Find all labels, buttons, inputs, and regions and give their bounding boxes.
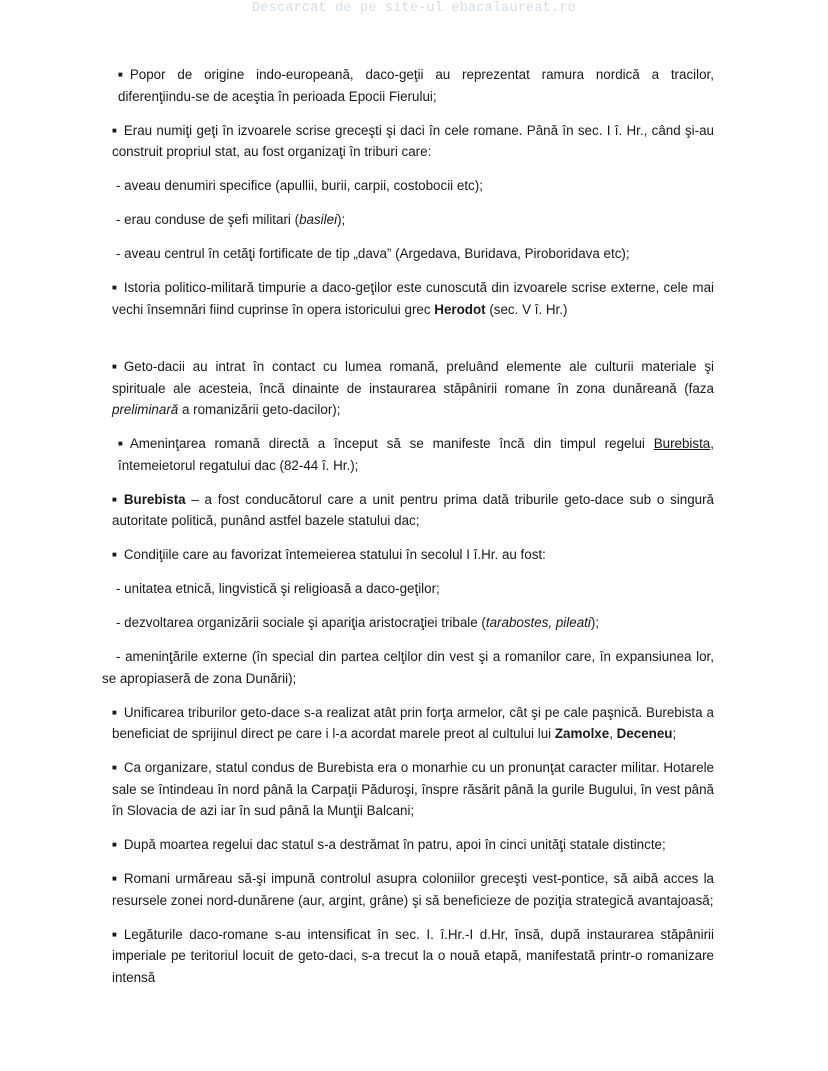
bullet-icon: ■ (112, 763, 117, 772)
list-item: - dezvoltarea organizării sociale şi apariţia aristocraţiei tribale (tarabostes, pileati); (116, 615, 600, 630)
bullet-icon: ■ (112, 362, 117, 371)
bullet-icon: ■ (112, 707, 117, 717)
document-body (102, 64, 714, 1001)
bullet-icon: ■ (118, 439, 123, 448)
list-item: - ameninţările externe (în special din partea celţilor din vest şi a romanilor care, în expansiunea lor, se apropiaseră de zona Dunării); (102, 649, 714, 686)
paragraph-1: ■ Popor de origine indo-europeană, daco-geţii au reprezentat ramura nordică a tracilor, diferenţiindu-se de aceştia în perioada Epocii Fierului; (102, 64, 714, 107)
paragraph-5: ■ Ameninţarea romană directă a început să se manifeste încă din timpul regelui Burebista, întemeietorul regatului dac (82-44 î. Hr.); (102, 433, 714, 476)
bullet-icon: ■ (112, 125, 117, 135)
paragraph-12: ■ Legăturile daco-romane s-au intensificat în sec. I. î.Hr.-I d.Hr, însă, după instaurarea stăpânirii imperiale pe teritoriul locuit de geto-daci, s-a trecut la o nouă etapă, manifestată printr-o romanizare intensă (102, 924, 714, 989)
paragraph-9: ■ Ca organizare, statul condus de Burebista era o monarhie cu un pronunţat caracter militar. Hotarele sale se întindeau în nord până la Carpaţii Păduroşi, înspre răsărit până la gurile Bugului, în vest până în Slovacia de azi iar în sud până la Munţii Balcani; (102, 757, 714, 822)
paragraph-3: ■ Istoria politico-militară timpurie a daco-geţilor este cunoscută din izvoarele scrise externe, cele mai vechi însemnări fiind cuprinse în opera istoricului grec Herodot (sec. V î. Hr.) (102, 277, 714, 320)
bullet-icon: ■ (112, 929, 117, 939)
paragraph-10: ■ După moartea regelui dac statul s-a destrămat în patru, apoi în cinci unităţi statale distincte; (102, 834, 714, 856)
paragraph-6: ■ Burebista – a fost conducătorul care a unit pentru prima dată triburile geto-dace sub o singură autoritate politică, punând astfel bazele statului dac; (102, 489, 714, 532)
list-item: - aveau centrul în cetăţi fortificate de tip „dava” (Argedava, Buridava, Piroboridava etc); (116, 246, 630, 261)
bullet-icon: ■ (112, 550, 117, 559)
paragraph-8: ■ Unificarea triburilor geto-dace s-a realizat atât prin forţa armelor, cât şi pe cale paşnică. Burebista a beneficiat de sprijinul direct pe care i l-a acordat marele preot al cultului lui Zamolxe, Deceneu; (102, 702, 714, 745)
paragraph-7: ■ Condiţiile care au favorizat întemeierea statului în secolul I î.Hr. au fost: (102, 544, 714, 566)
paragraph-4: ■ Geto-dacii au intrat în contact cu lumea romană, preluând elemente ale culturii materiale şi spirituale ale acesteia, încă dinainte de instaurarea stăpânirii romane în zona dunăreană (faza preliminară a romanizării geto-dacilor); (102, 356, 714, 421)
list-item: - erau conduse de şefi militari (basilei); (116, 212, 346, 227)
paragraph-2: ■ Erau numiţi geţi în izvoarele scrise greceşti şi daci în cele romane. Până în sec. I î. Hr., când şi-au construit propriul stat, au fost organizaţi în triburi care: (102, 120, 714, 163)
bullet-icon: ■ (118, 70, 123, 79)
bullet-icon: ■ (112, 874, 117, 883)
bullet-icon: ■ (112, 494, 117, 504)
list-item: - aveau denumiri specifice (apullii, burii, carpii, costobocii etc); (116, 178, 483, 193)
watermark: Descarcat de pe site-ul ebacalaureat.ro (252, 1, 576, 16)
bullet-icon: ■ (112, 283, 117, 292)
list-item: - unitatea etnică, lingvistică şi religioasă a daco-geţilor; (116, 581, 440, 596)
paragraph-11: ■ Romani urmăreau să-şi impună controlul asupra coloniilor greceşti vest-pontice, să aibă acces la resursele zonei nord-dunărene (aur, argint, grâne) şi să beneficieze de poziţia strategică avantajoasă; (102, 868, 714, 911)
bullet-icon: ■ (112, 840, 117, 849)
